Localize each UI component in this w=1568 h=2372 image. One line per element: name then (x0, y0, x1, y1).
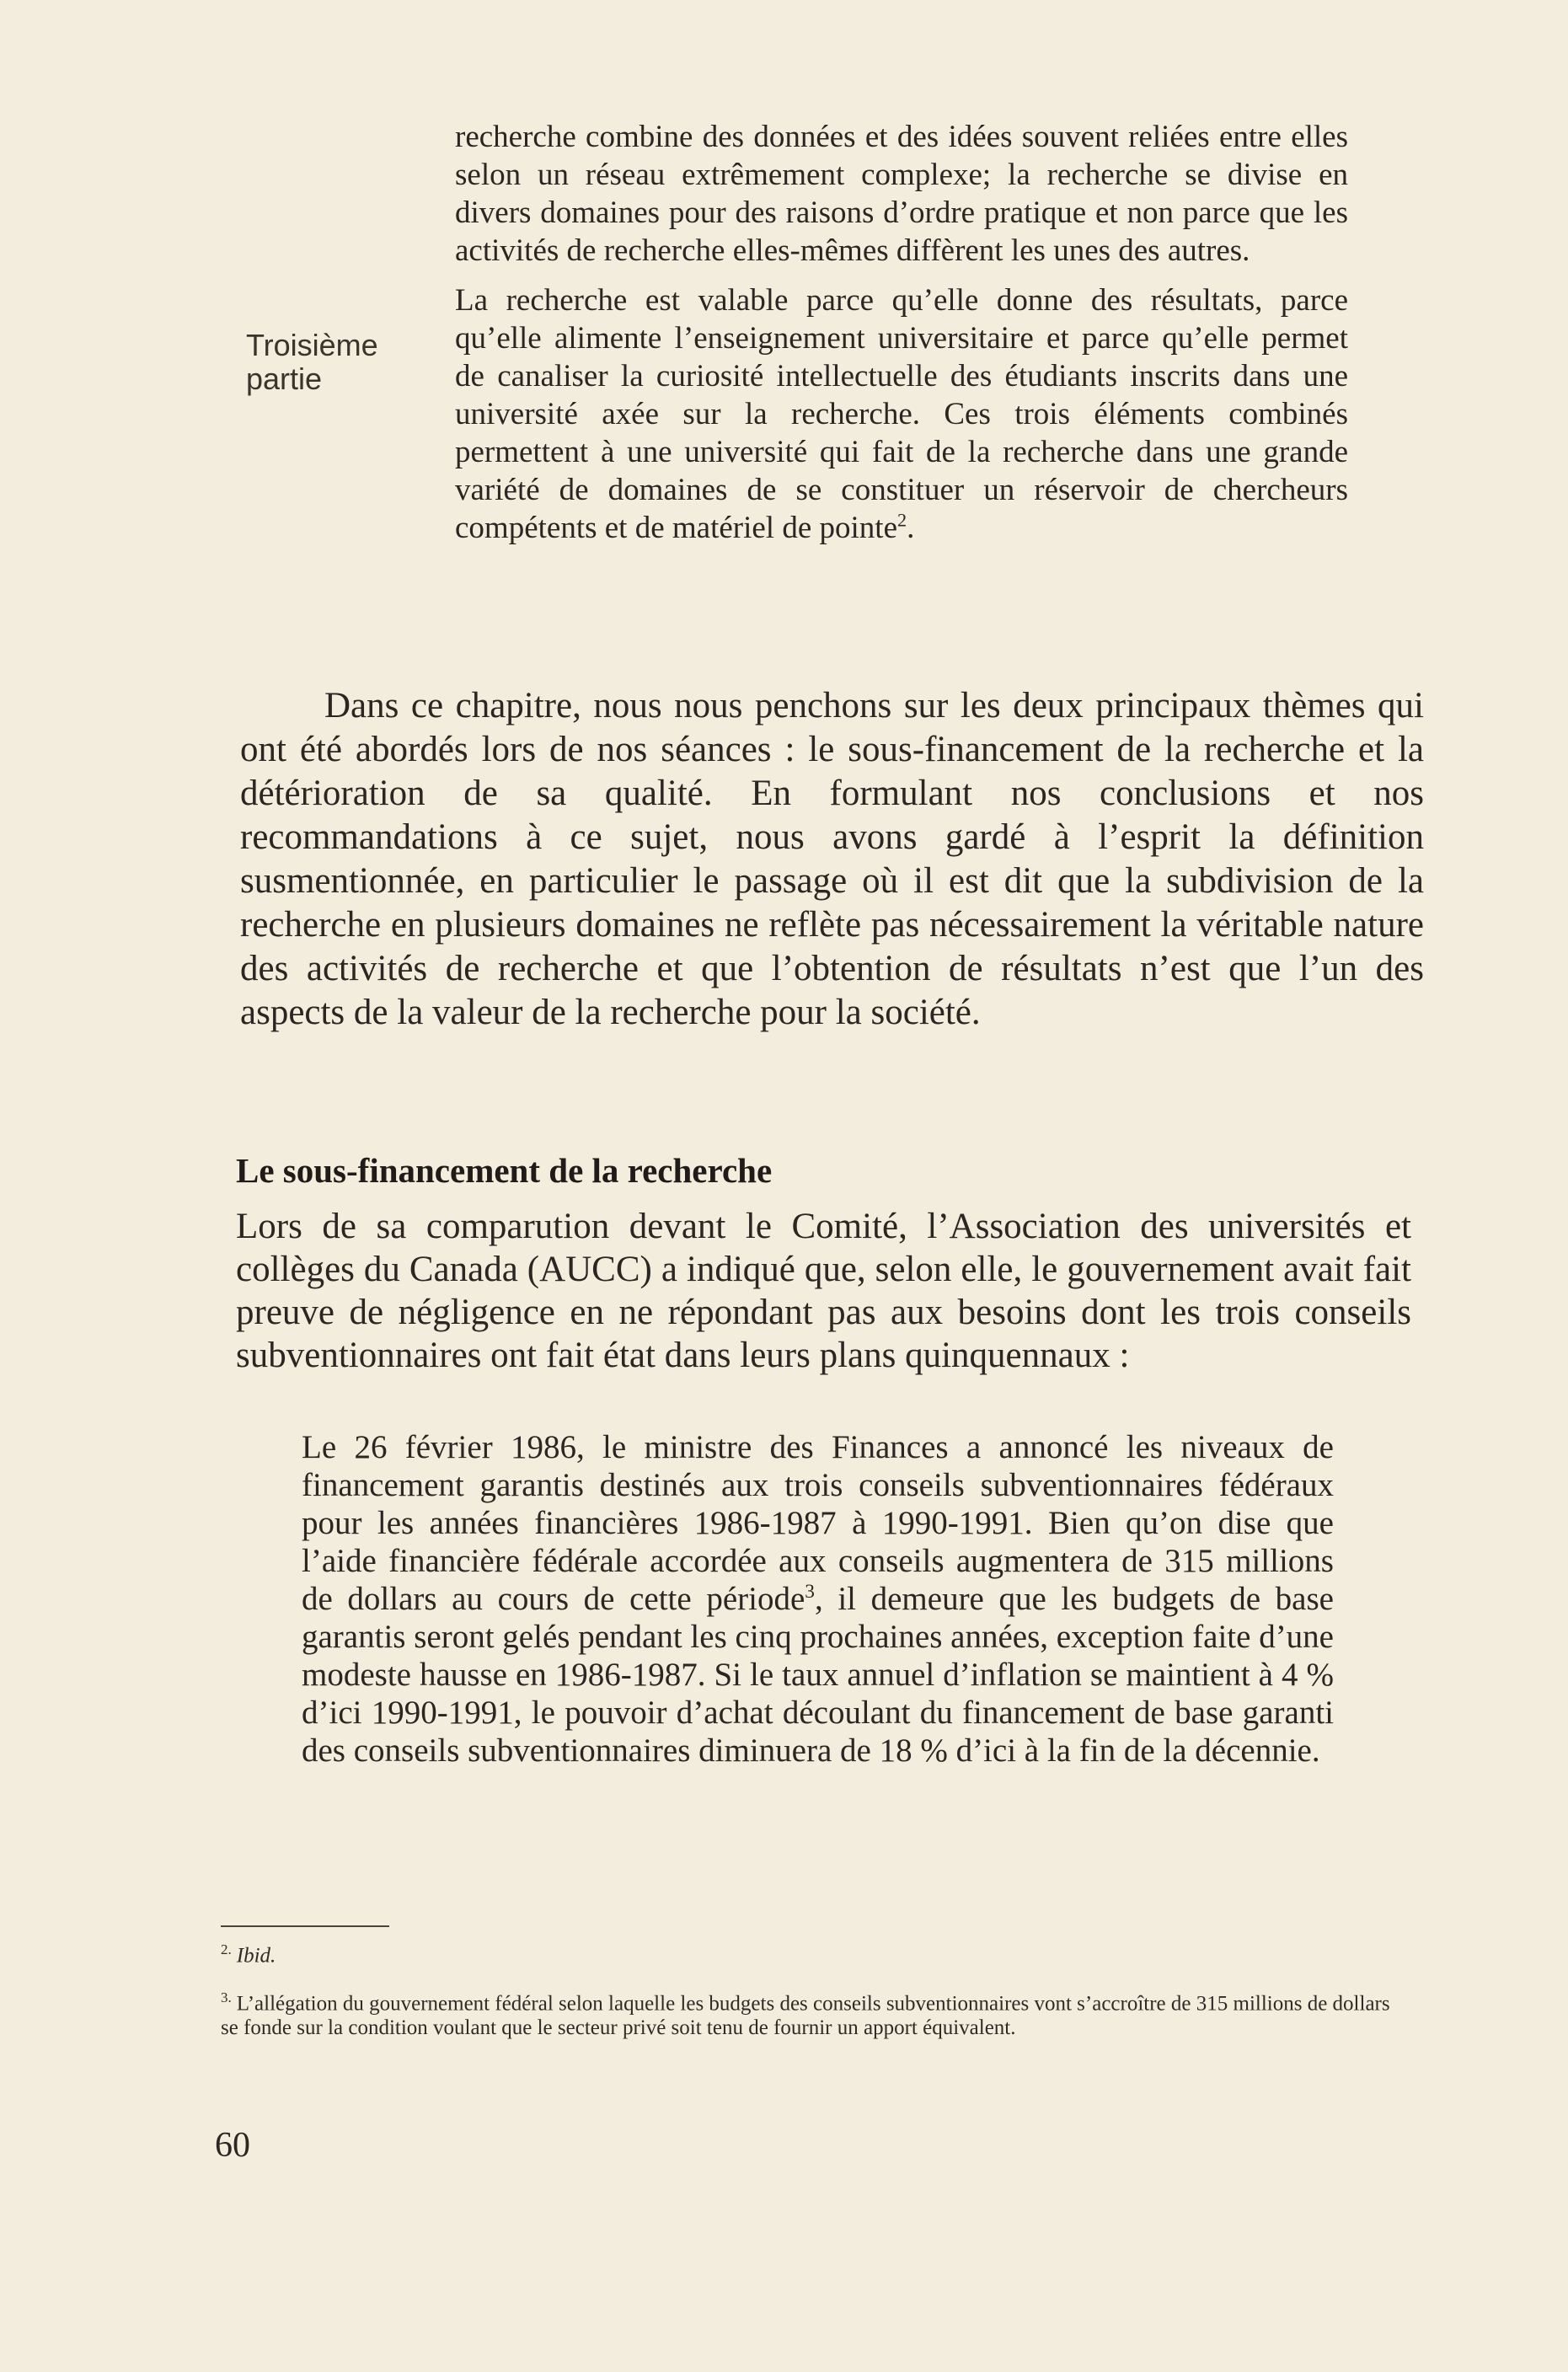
margin-note-line-1: Troisième (246, 328, 378, 362)
aucc-quote-text: Le 26 février 1986, le ministre des Finances a annoncé les niveaux de financement garantis destinés aux trois conseils subventionnaires fédéraux pour les années financières 1986-1987 à 1990-1991. Bien qu’on dise que l’aide financière fédérale accordée aux conseils augmentera de 315 millions de dollars au cours de cette période$^3$, il demeure que les budgets de base garantis seront gelés pendant les cinq prochaines années, exception faite d’une modeste hausse en 1986-1987. Si le taux annuel d’inflation se maintient à 4 % d’ici 1990-1991, le pouvoir d’achat découlant du financement de base garanti des conseils subventionnaires diminuera de 18 % d’ici à la fin de la décennie. (302, 1429, 1334, 1769)
section-heading: Le sous-financement de la recherche (236, 1151, 773, 1190)
footnote-3 (221, 1986, 1400, 2039)
footnote-number: 2. (221, 1941, 232, 1957)
footnotes (221, 1938, 1400, 2059)
footnote-ref-2: 2 (897, 509, 907, 531)
margin-note (246, 329, 431, 396)
margin-note-line-2: partie (246, 361, 323, 396)
footnote-text: Ibid. (236, 1944, 276, 1968)
page-number: 60 (215, 2126, 250, 2165)
section-paragraph-text: Lors de sa comparution devant le Comité, l’Association des universités et collèges du Canada (AUCC) a indiqué que, selon elle, le gouvernement avait fait preuve de négligence en ne répondant pas aux besoins dont les trois conseils subventionnaires ont fait état dans leurs plans quinquennaux : (236, 1207, 1411, 1375)
footnote-separator (221, 1925, 389, 1927)
quote-paragraph-1: recherche combine des données et des idées souvent reliées entre elles selon un réseau extrêmement complexe; la recherche se divise en divers domaines pour des raisons d’ordre pratique et non parce que les activités de recherche elles-mêmes diffèrent les unes des autres. (455, 120, 1348, 268)
section-paragraph (236, 1205, 1411, 1377)
quote-paragraph-2: La recherche est valable parce qu’elle donne des résultats, parce qu’elle alimente l’enseignement universitaire et parce qu’elle permet de canaliser la curiosité intellectuelle des étudiants inscrits dans une université axée sur la recherche. Ces trois éléments combinés permettent à une université qui fait de la recherche dans une grande variété de domaines de se constituer un réservoir de chercheurs compétents et de matériel de pointe$^2$. (455, 283, 1348, 545)
footnote-2 (221, 1938, 1400, 1968)
footnote-ref-3: 3 (805, 1581, 815, 1603)
footnote-number: 3. (221, 1989, 232, 2006)
aucc-quote (302, 1428, 1334, 1770)
chapter-intro-paragraph (240, 684, 1424, 1035)
footnote-text: L’allégation du gouvernement fédéral selon laquelle les budgets des conseils subventionnaires vont s’accroître de 315 millions de dollars se fonde sur la condition voulant que le secteur privé soit tenu de fournir un apport équivalent. (221, 1992, 1390, 2039)
chapter-intro-text: Dans ce chapitre, nous nous penchons sur les deux principaux thèmes qui ont été abordés lors de nos séances : le sous-financement de la recherche et la détérioration de sa qualité. En formulant nos conclusions et nos recommandations à ce sujet, nous avons gardé à l’esprit la définition susmentionnée, en particulier le passage où il est dit que la subdivision de la recherche en plusieurs domaines ne reflète pas nécessairement la véritable nature des activités de recherche et que l’obtention de résultats n’est que l’un des aspects de la valeur de la recherche pour la société. (240, 686, 1424, 1032)
quoted-definition (455, 118, 1348, 559)
